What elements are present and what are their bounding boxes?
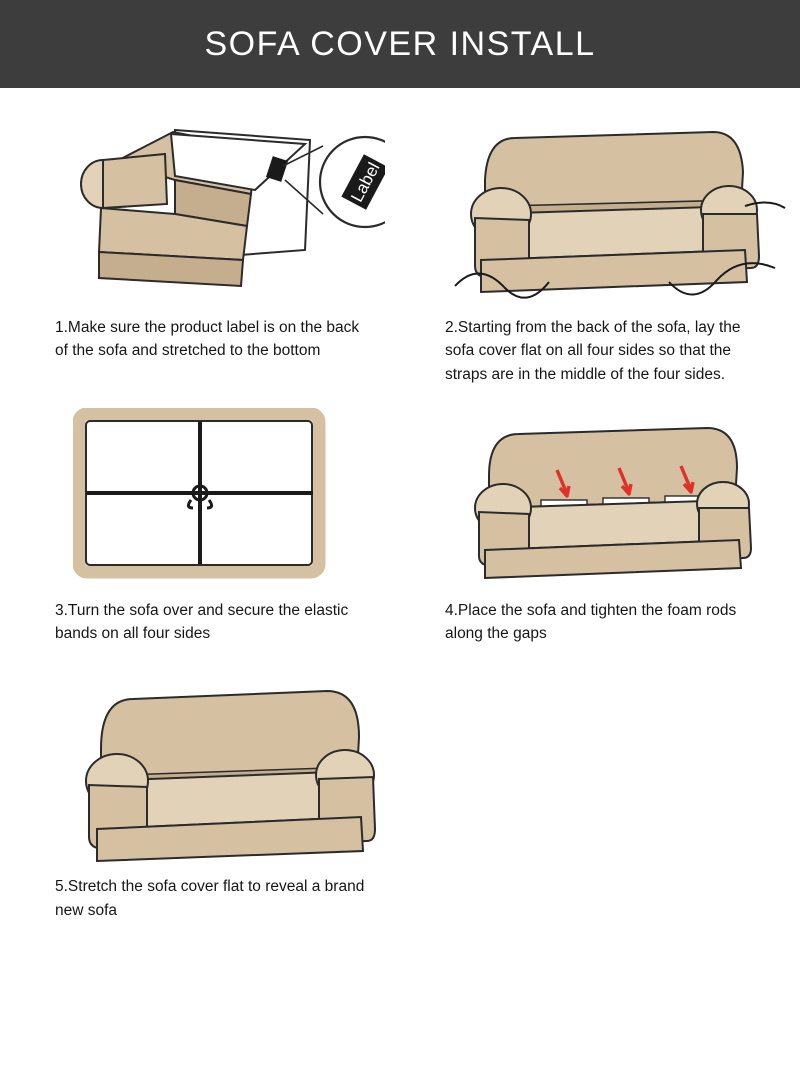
step-4-figure <box>445 408 776 593</box>
step-4 <box>400 408 800 646</box>
step-1-caption: 1.Make sure the product label is on the back of the sofa and stretched to the bottom <box>55 319 360 360</box>
sofa-foam-rods-arrows-illustration <box>445 408 765 583</box>
sofa-label-detail-illustration <box>55 110 385 310</box>
steps-row-3 <box>0 669 800 922</box>
step-5 <box>0 669 400 922</box>
steps-grid <box>0 110 800 922</box>
finished-sofa-illustration <box>55 669 385 867</box>
step-3-caption: 3.Turn the sofa over and secure the elastic bands on all four sides <box>55 601 349 642</box>
page-header <box>0 0 800 88</box>
steps-row-1 <box>0 110 800 386</box>
step-3 <box>0 408 400 646</box>
step-5-caption: 5.Stretch the sofa cover flat to reveal a brand new sofa <box>55 878 365 919</box>
page-title: SOFA COVER INSTALL <box>204 24 596 63</box>
step-5-spacer <box>400 669 800 922</box>
step-1 <box>0 110 400 386</box>
label-text-glyph: Label <box>347 159 384 206</box>
step-2-figure <box>445 110 776 310</box>
step-4-caption: 4.Place the sofa and tighten the foam rods along the gaps <box>445 601 737 642</box>
steps-row-2 <box>0 408 800 646</box>
step-2-caption: 2.Starting from the back of the sofa, lay the sofa cover flat on all four sides so that the straps are in the middle of the four sides. <box>445 319 741 383</box>
sofa-underside-elastic-bands-illustration <box>73 408 333 583</box>
step-2 <box>400 110 800 386</box>
step-1-figure <box>55 110 384 310</box>
sofa-cover-draped-illustration <box>445 110 790 310</box>
step-5-figure <box>55 669 376 869</box>
step-3-figure <box>55 408 376 593</box>
